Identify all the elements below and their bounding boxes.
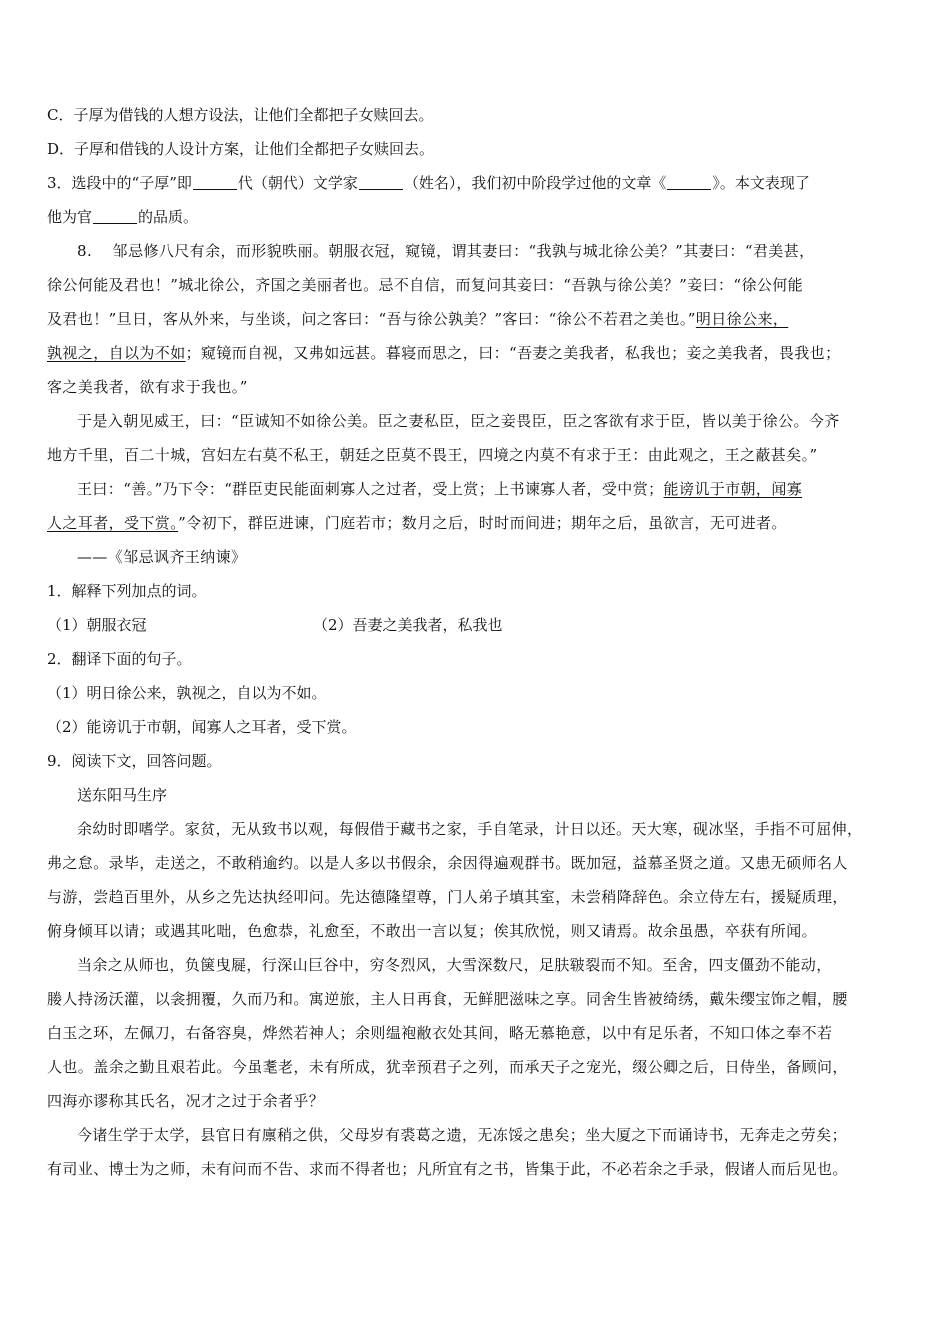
passage-source: ——《邹忌讽齐王纳谏》 — [77, 548, 247, 566]
question-9: 9．阅读下文，回答问题。 — [47, 752, 222, 770]
passage-line: 人也。盖余之勤且艰若此。今虽耄老，未有所成，犹幸预君子之列，而承天子之宠光，缀公卿之后，日侍坐，备顾问， — [47, 1058, 848, 1076]
passage-line: 于是入朝见威王，曰：“臣诚知不如徐公美。臣之妻私臣，臣之妾畏臣，臣之客欲有求于臣，皆以美于徐公。今齐 — [77, 412, 840, 430]
passage-line: 媵人持汤沃灌，以衾拥覆，久而乃和。寓逆旅，主人日再食，无鲜肥滋味之享。同舍生皆被绮绣，戴朱缨宝饰之帽，腰 — [47, 990, 848, 1008]
passage-line: 与游，尝趋百里外，从乡之先达执经叩问。先达德隆望尊，门人弟子填其室，未尝稍降辞色。余立侍左右，援疑质理， — [47, 888, 848, 906]
passage-line: 地方千里，百二十城，宫妇左右莫不私王，朝廷之臣莫不畏王，四境之内莫不有求于王：由此观之，王之蔽甚矣。” — [47, 446, 818, 464]
underlined-sentence: 人之耳者，受下赏。 — [47, 514, 179, 532]
underlined-sentence: 能谤讥于市朝，闻寡 — [663, 480, 803, 498]
underlined-sentence: 明日徐公来， — [695, 310, 789, 328]
question-3: 3．选段中的“子厚”即 代（朝代）文学家 （姓名），我们初中阶段学过他的文章《 》。本文表现了 — [47, 174, 810, 192]
question-1-items: （1）朝服衣冠 （2）吾妻之美我者，私我也 — [47, 616, 503, 634]
passage-line: 今诸生学于太学，县官日有廪稍之供，父母岁有裘葛之遗，无冻馁之患矣；坐大厦之下而诵诗书，无奔走之劳矣； — [77, 1126, 848, 1144]
passage-line: 余幼时即嗜学。家贫，无从致书以观，每假借于藏书之家，手自笔录，计日以还。天大寒，砚冰坚，手指不可屈伸， — [77, 820, 863, 838]
passage-songdongyang — [47, 812, 917, 1186]
question-3-cont: 他为官 的品质。 — [47, 208, 199, 226]
passage-line: 弗之怠。录毕，走送之，不敢稍逾约。以是人多以书假余，余因得遍观群书。既加冠，益慕圣贤之道。又患无硕师名人 — [47, 854, 848, 872]
document-page — [47, 98, 917, 1186]
passage-line: 徐公何能及君也！”城北徐公，齐国之美丽者也。忌不自信，而复问其妾曰：“吾孰与徐公美？”妾曰：“徐公何能 — [47, 276, 804, 294]
answer-blank[interactable] — [193, 175, 237, 190]
underlined-sentence: 孰视之，自以为不如 — [47, 344, 186, 362]
passage-line: 俯身倾耳以请；或遇其叱咄，色愈恭，礼愈至，不敢出一言以复；俟其欣悦，则又请焉。故余虽愚，卒获有所闻。 — [47, 922, 818, 940]
passage-line: 及君也！”旦日，客从外来，与坐谈，问之客曰：“吾与徐公孰美？”客曰：“徐公不若君之美也。”明日徐公来， — [47, 310, 789, 328]
passage-line: 8. 邹忌修八尺有余，而形貌昳丽。朝服衣冠，窥镜，谓其妻曰：“我孰与城北徐公美？”其妻曰：“君美甚， — [77, 242, 815, 260]
passage-line: 王曰：“善。”乃下令：“群臣吏民能面刺寡人之过者，受上赏；上书谏寡人者，受中赏；能谤讥于市朝，闻寡 — [77, 480, 803, 498]
passage-zouji — [47, 234, 917, 574]
passage-line: 当余之从师也，负箧曳屣，行深山巨谷中，穷冬烈风，大雪深数尺，足肤皲裂而不知。至舍，四支僵劲不能动， — [77, 956, 832, 974]
passage-line: 有司业、博士为之师，未有问而不告、求而不得者也；凡所宜有之书，皆集于此，不必若余之手录，假诸人而后见也。 — [47, 1160, 848, 1178]
passage-line: 四海亦谬称其氏名，况才之过于余者乎？ — [47, 1092, 325, 1110]
passage-line: 白玉之环，左佩刀，右备容臭，烨然若神人；余则缊袍敝衣处其间，略无慕艳意，以中有足乐者，不知口体之奉不若 — [47, 1024, 833, 1042]
question-2: 2．翻译下面的句子。 — [47, 650, 192, 668]
answer-blank[interactable] — [667, 175, 711, 190]
question-2-item-1: （1）明日徐公来，孰视之，自以为不如。 — [47, 684, 327, 702]
passage-line: 孰视之，自以为不如；窥镜而自视，又弗如远甚。暮寝而思之，曰：“吾妻之美我者，私我也；妾之美我者，畏我也； — [47, 344, 841, 362]
answer-blank[interactable] — [359, 175, 403, 190]
passage-title: 送东阳马生序 — [77, 786, 168, 804]
passage-line: 人之耳者，受下赏。”令初下，群臣进谏，门庭若市；数月之后，时时而间进；期年之后，虽欲言，无可进者。 — [47, 514, 787, 532]
option-d: D．子厚和借钱的人设计方案，让他们全都把子女赎回去。 — [47, 140, 435, 158]
question-1: 1．解释下列加点的词。 — [47, 582, 207, 600]
answer-blank[interactable] — [93, 209, 137, 224]
question-2-item-2: （2）能谤讥于市朝，闻寡人之耳者，受下赏。 — [47, 718, 357, 736]
passage-line: 客之美我者，欲有求于我也。” — [47, 378, 248, 396]
option-c: C．子厚为借钱的人想方设法，让他们全都把子女赎回去。 — [47, 106, 434, 124]
